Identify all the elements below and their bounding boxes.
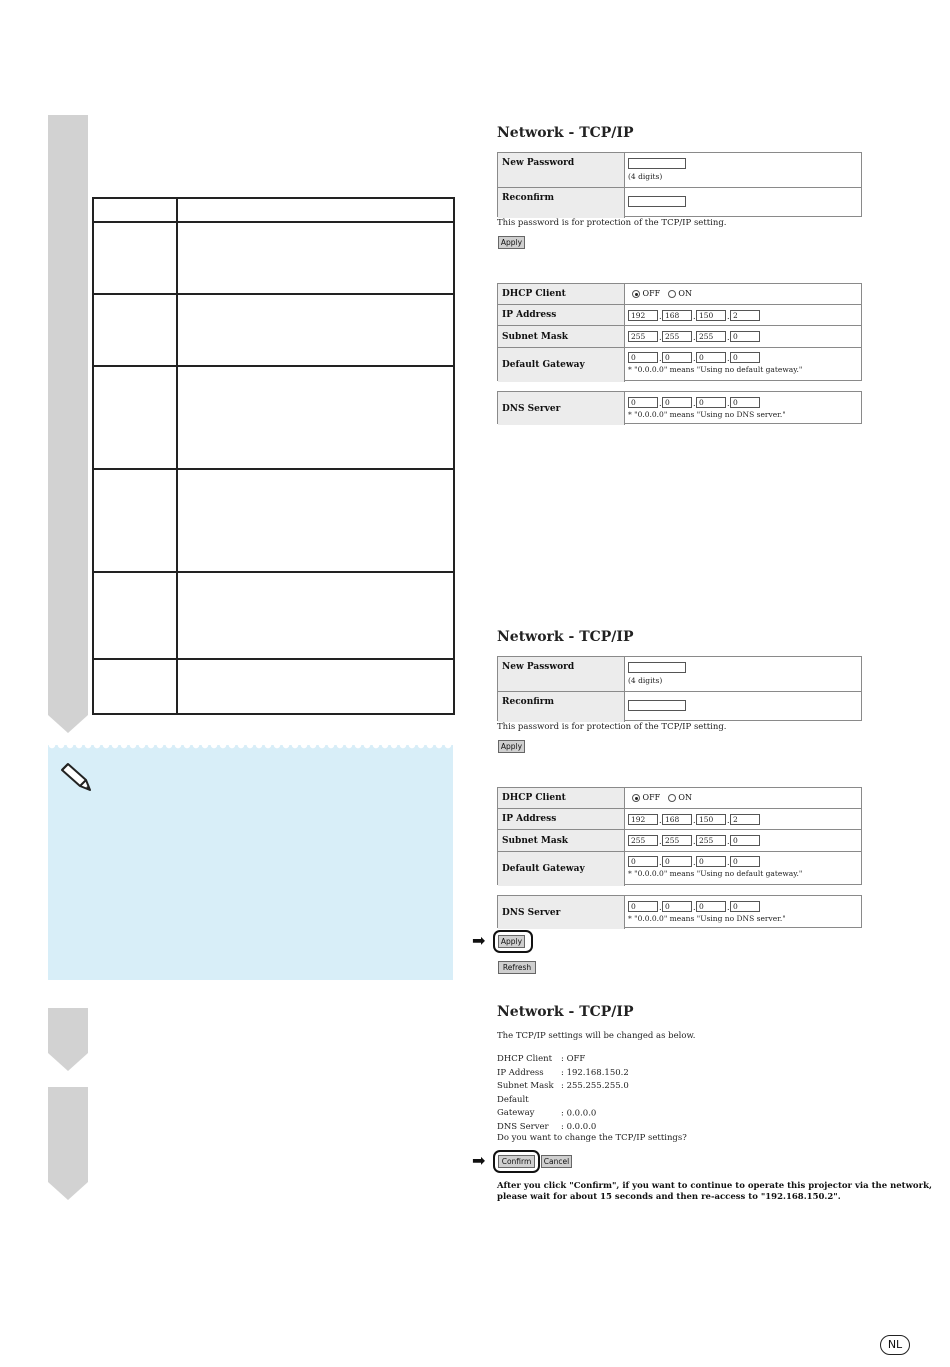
subnet-label: Subnet Mask: [498, 830, 625, 851]
panel1-dns-table: [497, 391, 862, 424]
subnet-row: Subnet Mask 255 . 255 . 255 . 0: [498, 325, 861, 347]
dns-label: DNS Server: [498, 392, 625, 425]
dhcp-off-label: OFF: [642, 793, 661, 802]
summary-row: DHCP Client : OFF: [497, 1054, 586, 1064]
panel1-ip-table: [497, 283, 862, 381]
panel1-title: Network - TCP/IP: [497, 125, 634, 141]
dhcp-label: DHCP Client: [498, 788, 625, 808]
gateway-octet-input[interactable]: 0: [730, 352, 760, 363]
step-bar-1: [48, 115, 88, 715]
gateway-octet-input[interactable]: 0: [662, 352, 692, 363]
summary-row: Default Gateway : 0.0.0.0: [497, 1094, 597, 1118]
dhcp-row: [498, 284, 861, 304]
change-question: Do you want to change the TCP/IP settings?: [497, 1133, 687, 1143]
digits-hint: (4 digits): [628, 676, 663, 685]
dhcp-off-radio[interactable]: [632, 290, 640, 298]
pointer-arrow-icon: ➡: [472, 931, 486, 950]
ip-octet-input[interactable]: 150: [696, 310, 726, 321]
subnet-row: Subnet Mask 255 . 255 . 255 . 0: [498, 829, 861, 851]
dns-row: DNS Server 0 . 0 . 0 . 0 * "0.0.0.0" means "Using no DNS server.": [498, 896, 861, 929]
ip-row: IP Address 192 . 168 . 150 . 2: [498, 808, 861, 829]
panel1-password-table: [497, 152, 862, 217]
after-confirm-note-line1: After you click "Confirm", if you want to continue to operate this projector via the network,: [497, 1181, 932, 1191]
pointer-arrow-icon: ➡: [472, 1151, 486, 1170]
dns-octet-input[interactable]: 0: [662, 901, 692, 912]
reconfirm-row: [498, 187, 861, 218]
subnet-octet-input[interactable]: 0: [730, 835, 760, 846]
change-intro: The TCP/IP settings will be changed as below.: [497, 1031, 696, 1041]
subnet-octet-input[interactable]: 255: [628, 835, 658, 846]
gateway-hint: * "0.0.0.0" means "Using no default gateway.": [628, 365, 803, 374]
summary-row: Subnet Mask : 255.255.255.0: [497, 1081, 629, 1091]
protection-note: This password is for protection of the TCP/IP setting.: [497, 722, 727, 732]
dns-octet-input[interactable]: 0: [730, 397, 760, 408]
gateway-octet-input[interactable]: 0: [730, 856, 760, 867]
ip-octet-input[interactable]: 192: [628, 814, 658, 825]
step-bar-arrow: [48, 715, 88, 733]
left-table-row: [92, 367, 455, 470]
dns-octet-input[interactable]: 0: [628, 397, 658, 408]
dns-hint: * "0.0.0.0" means "Using no DNS server.": [628, 410, 786, 419]
dhcp-on-radio[interactable]: [668, 794, 676, 802]
protection-note: This password is for protection of the TCP/IP setting.: [497, 218, 727, 228]
new-password-row: [498, 153, 861, 187]
gateway-octet-input[interactable]: 0: [662, 856, 692, 867]
reconfirm-label: Reconfirm: [498, 188, 625, 218]
panel3-title: Network - TCP/IP: [497, 1004, 634, 1020]
reconfirm-label: Reconfirm: [498, 692, 625, 722]
summary-row: DNS Server : 0.0.0.0: [497, 1121, 597, 1132]
dhcp-on-label: ON: [678, 793, 692, 802]
ip-octet-input[interactable]: 150: [696, 814, 726, 825]
settings-summary: [497, 1053, 629, 1134]
reconfirm-input[interactable]: [628, 700, 686, 711]
language-badge: NL: [880, 1335, 910, 1355]
gateway-octet-input[interactable]: 0: [696, 352, 726, 363]
new-password-input[interactable]: [628, 662, 686, 673]
confirm-button[interactable]: Confirm: [498, 1155, 535, 1168]
subnet-octet-input[interactable]: 255: [628, 331, 658, 342]
dns-octet-input[interactable]: 0: [662, 397, 692, 408]
dhcp-label: DHCP Client: [498, 284, 625, 304]
panel2-ip-table: [497, 787, 862, 885]
refresh-button[interactable]: Refresh: [498, 961, 536, 974]
ip-octet-input[interactable]: 168: [662, 310, 692, 321]
ip-octet-input[interactable]: 2: [730, 310, 760, 321]
gateway-label: Default Gateway: [498, 852, 625, 886]
left-table-row: [92, 660, 455, 715]
dns-octet-input[interactable]: 0: [628, 901, 658, 912]
subnet-label: Subnet Mask: [498, 326, 625, 347]
panel2-dns-table: [497, 895, 862, 928]
dhcp-on-radio[interactable]: [668, 290, 676, 298]
step-bar-arrow: [48, 1053, 88, 1071]
left-table-row: [92, 573, 455, 660]
gateway-row: Default Gateway 0 . 0 . 0 . 0 * "0.0.0.0" means "Using no default gateway.": [498, 347, 861, 382]
summary-row: IP Address : 192.168.150.2: [497, 1067, 629, 1078]
new-password-label: New Password: [498, 657, 625, 691]
gateway-label: Default Gateway: [498, 348, 625, 382]
gateway-hint: * "0.0.0.0" means "Using no default gateway.": [628, 869, 803, 878]
gateway-row: Default Gateway 0 . 0 . 0 . 0 * "0.0.0.0" means "Using no default gateway.": [498, 851, 861, 886]
gateway-octet-input[interactable]: 0: [628, 856, 658, 867]
dhcp-on-label: ON: [678, 289, 692, 298]
ip-octet-input[interactable]: 168: [662, 814, 692, 825]
after-confirm-note-line2: please wait for about 15 seconds and then re-access to "192.168.150.2".: [497, 1192, 841, 1202]
panel2-title: Network - TCP/IP: [497, 629, 634, 645]
new-password-row: [498, 657, 861, 691]
digits-hint: (4 digits): [628, 172, 663, 181]
dhcp-off-label: OFF: [642, 289, 661, 298]
subnet-octet-input[interactable]: 255: [662, 835, 692, 846]
reconfirm-row: [498, 691, 861, 722]
dhcp-row: [498, 788, 861, 808]
subnet-octet-input[interactable]: 255: [662, 331, 692, 342]
left-table-row: [92, 223, 455, 295]
subnet-octet-input[interactable]: 255: [696, 835, 726, 846]
dns-hint: * "0.0.0.0" means "Using no DNS server.": [628, 914, 786, 923]
note-box: [48, 745, 453, 980]
subnet-octet-input[interactable]: 255: [696, 331, 726, 342]
subnet-octet-input[interactable]: 0: [730, 331, 760, 342]
ip-octet-input[interactable]: 192: [628, 310, 658, 321]
dns-octet-input[interactable]: 0: [730, 901, 760, 912]
note-box-edge: [48, 741, 453, 749]
apply-button[interactable]: Apply: [498, 236, 525, 249]
cancel-button[interactable]: Cancel: [541, 1155, 572, 1168]
ip-row: IP Address 192 . 168 . 150 . 2: [498, 304, 861, 325]
dhcp-off-radio[interactable]: [632, 794, 640, 802]
left-table-header: [92, 197, 455, 223]
gateway-octet-input[interactable]: 0: [628, 352, 658, 363]
pencil-icon: [56, 760, 96, 794]
gateway-octet-input[interactable]: 0: [696, 856, 726, 867]
new-password-label: New Password: [498, 153, 625, 187]
ip-label: IP Address: [498, 305, 625, 325]
panel2-password-table: [497, 656, 862, 721]
left-table-row: [92, 470, 455, 573]
apply-button[interactable]: Apply: [498, 740, 525, 753]
step-bar-2: [48, 1008, 88, 1053]
apply-button-highlighted[interactable]: Apply: [498, 935, 525, 948]
step-bar-arrow: [48, 1182, 88, 1200]
reconfirm-input[interactable]: [628, 196, 686, 207]
left-table-row: [92, 295, 455, 367]
ip-octet-input[interactable]: 2: [730, 814, 760, 825]
new-password-input[interactable]: [628, 158, 686, 169]
ip-label: IP Address: [498, 809, 625, 829]
dns-label: DNS Server: [498, 896, 625, 929]
dns-row: DNS Server 0 . 0 . 0 . 0 * "0.0.0.0" means "Using no DNS server.": [498, 392, 861, 425]
dns-octet-input[interactable]: 0: [696, 397, 726, 408]
step-bar-3: [48, 1087, 88, 1182]
dns-octet-input[interactable]: 0: [696, 901, 726, 912]
